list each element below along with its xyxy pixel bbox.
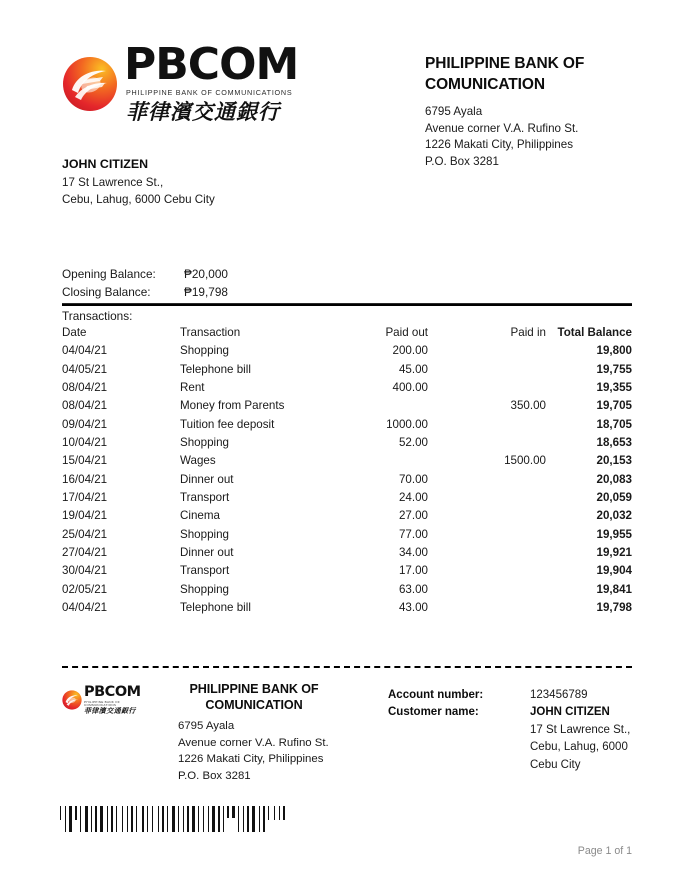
cell-date: 25/04/21: [62, 527, 108, 541]
cell-paid-in: [428, 379, 546, 397]
footer-customer-address-line: Cebu City: [530, 758, 581, 771]
cell-date: 30/04/21: [62, 564, 108, 578]
cell-balance: 19,355: [596, 381, 632, 395]
table-body: [62, 342, 632, 617]
closing-balance-row: [62, 284, 632, 302]
cell-paid-out: 77.00: [398, 527, 428, 541]
cell-paid-in: [428, 416, 546, 434]
cell-paid-out: 1000.00: [386, 417, 428, 431]
pbcom-wordmark: PBCOM: [124, 39, 299, 90]
footer-bank-address-line: P.O. Box 3281: [178, 770, 251, 783]
bank-address-line: 1226 Makati City, Philippines: [425, 138, 574, 152]
page-number: Page 1 of 1: [577, 845, 632, 857]
account-number-label: Account number:: [388, 689, 484, 701]
cell-paid-out: 43.00: [398, 601, 428, 615]
cell-transaction: Cinema: [180, 509, 220, 523]
table-row: [62, 416, 632, 434]
barcode: [60, 806, 288, 832]
footer-bank-address: [178, 718, 354, 786]
cell-paid-out: 34.00: [398, 546, 428, 560]
pbcom-tagline-footer: PHILIPPINE BANK OF COMMUNICATIONS: [84, 699, 120, 707]
table-row: [62, 581, 632, 599]
cell-date: 02/05/21: [62, 582, 108, 596]
cell-transaction: Tuition fee deposit: [180, 417, 275, 431]
bank-address-line: 6795 Ayala: [425, 104, 483, 118]
cell-paid-in: [428, 562, 546, 580]
pbcom-logo-icon-small: [62, 690, 82, 710]
table-row: [62, 507, 632, 525]
column-header-date: Date: [62, 326, 87, 339]
cell-date: 19/04/21: [62, 509, 108, 523]
cell-paid-in: [428, 489, 546, 507]
bank-logo-header: [62, 39, 342, 124]
cell-transaction: Dinner out: [180, 472, 234, 486]
footer-bank-address-line: Avenue corner V.A. Rufino St.: [178, 736, 329, 749]
customer-address-line: Cebu, Lahug, 6000 Cebu City: [62, 193, 215, 206]
cell-paid-out: [313, 452, 428, 470]
column-header-paid-in: Paid in: [510, 326, 546, 339]
cell-transaction: Money from Parents: [180, 399, 285, 413]
cell-paid-out: 27.00: [398, 509, 428, 523]
pbcom-chinese-name-footer: 菲律濱交通銀行: [84, 706, 136, 715]
cell-balance: 19,955: [596, 527, 632, 541]
footer-dashed-divider: [62, 666, 632, 668]
table-row: [62, 397, 632, 415]
cell-date: 10/04/21: [62, 436, 108, 450]
cell-transaction: Shopping: [180, 344, 229, 358]
cell-paid-out: 70.00: [398, 472, 428, 486]
bank-logo-footer: [62, 685, 148, 715]
cell-paid-in: 350.00: [510, 399, 546, 413]
cell-paid-in: [428, 544, 546, 562]
cell-paid-in: 1500.00: [504, 454, 546, 468]
pbcom-wordmark-footer: PBCOM: [84, 684, 141, 700]
account-details-block: [388, 687, 638, 774]
table-row: [62, 361, 632, 379]
customer-name-row: [388, 704, 638, 721]
cell-paid-in: [428, 599, 546, 617]
cell-date: 04/04/21: [62, 344, 108, 358]
cell-balance: 19,841: [596, 582, 632, 596]
cell-date: 04/05/21: [62, 362, 108, 376]
balance-summary: [62, 266, 632, 326]
closing-balance-value: ₱19,798: [184, 284, 228, 299]
pbcom-logo-icon: [62, 56, 118, 112]
cell-paid-out: 400.00: [392, 381, 428, 395]
table-row: [62, 544, 632, 562]
cell-paid-in: [428, 471, 546, 489]
table-row: [62, 562, 632, 580]
cell-date: 16/04/21: [62, 472, 108, 486]
cell-balance: 19,705: [596, 399, 632, 413]
transactions-table: [62, 324, 632, 618]
cell-paid-in: [428, 342, 546, 360]
cell-balance: 19,921: [596, 546, 632, 560]
cell-transaction: Shopping: [180, 582, 229, 596]
opening-balance-value: ₱20,000: [184, 267, 228, 281]
customer-address-block: [62, 155, 382, 208]
cell-date: 27/04/21: [62, 546, 108, 560]
cell-transaction: Transport: [180, 564, 230, 578]
table-row: [62, 452, 632, 470]
cell-balance: 19,800: [596, 344, 632, 358]
cell-transaction: Wages: [180, 454, 216, 468]
customer-name-value: JOHN CITIZEN: [530, 706, 610, 719]
cell-balance: 20,083: [596, 472, 632, 486]
opening-balance-label: Opening Balance:: [62, 267, 156, 281]
table-row: [62, 342, 632, 360]
customer-address-line: 17 St Lawrence St.,: [62, 175, 164, 189]
cell-paid-out: [313, 397, 428, 415]
cell-paid-out: 45.00: [398, 362, 428, 376]
cell-transaction: Dinner out: [180, 546, 234, 560]
table-row: [62, 379, 632, 397]
cell-paid-out: 200.00: [392, 344, 428, 358]
transactions-label: Transactions:: [62, 308, 133, 323]
footer-customer-address-line: Cebu, Lahug, 6000: [530, 741, 628, 754]
footer-bank-block: [154, 682, 354, 785]
column-header-paid-out: Paid out: [385, 326, 428, 339]
cell-paid-in: [428, 507, 546, 525]
bank-address-line: P.O. Box 3281: [425, 155, 499, 169]
balance-divider-thick: [62, 304, 632, 306]
cell-balance: 19,904: [596, 564, 632, 578]
account-number-value: 123456789: [530, 689, 588, 701]
cell-balance: 18,705: [596, 417, 632, 431]
cell-balance: 20,153: [596, 454, 632, 468]
cell-balance: 18,653: [596, 436, 632, 450]
cell-balance: 20,032: [596, 509, 632, 523]
bank-address-block: [425, 54, 635, 171]
bank-address-line: Avenue corner V.A. Rufino St.: [425, 121, 579, 135]
footer-bank-name: PHILIPPINE BANK OF COMUNICATION: [189, 682, 319, 712]
column-header-transaction: Transaction: [180, 326, 241, 339]
account-number-row: [388, 687, 638, 704]
bank-name: PHILIPPINE BANK OF COMUNICATION: [425, 55, 585, 93]
cell-paid-out: 17.00: [398, 564, 428, 578]
cell-balance: 19,755: [596, 362, 632, 376]
cell-date: 17/04/21: [62, 491, 108, 505]
cell-transaction: Telephone bill: [180, 362, 251, 376]
pbcom-tagline: PHILIPPINE BANK OF COMMUNICATIONS: [126, 87, 293, 97]
pbcom-chinese-name: 菲律濱交通銀行: [126, 100, 280, 124]
cell-paid-out: 24.00: [398, 491, 428, 505]
cell-date: 09/04/21: [62, 417, 108, 431]
cell-transaction: Transport: [180, 491, 230, 505]
footer-customer-address-line: 17 St Lawrence St.,: [530, 723, 631, 736]
cell-date: 08/04/21: [62, 399, 108, 413]
table-row: [62, 599, 632, 617]
cell-transaction: Telephone bill: [180, 601, 251, 615]
cell-paid-in: [428, 361, 546, 379]
cell-paid-in: [428, 434, 546, 452]
cell-transaction: Shopping: [180, 436, 229, 450]
cell-paid-in: [428, 526, 546, 544]
cell-transaction: Shopping: [180, 527, 229, 541]
table-row: [62, 471, 632, 489]
footer-bank-address-line: 6795 Ayala: [178, 719, 235, 732]
cell-balance: 19,798: [596, 601, 632, 615]
cell-balance: 20,059: [596, 491, 632, 505]
opening-balance-row: [62, 266, 632, 284]
customer-name: JOHN CITIZEN: [62, 157, 149, 171]
closing-balance-label: Closing Balance:: [62, 284, 151, 299]
cell-transaction: Rent: [180, 381, 205, 395]
column-header-balance: Total Balance: [557, 326, 632, 339]
cell-paid-in: [428, 581, 546, 599]
table-header-row: [62, 324, 632, 342]
bank-address: [425, 104, 635, 171]
cell-date: 08/04/21: [62, 381, 108, 395]
footer-bank-address-line: 1226 Makati City, Philippines: [178, 753, 324, 766]
table-row: [62, 489, 632, 507]
cell-date: 15/04/21: [62, 454, 108, 468]
cell-paid-out: 63.00: [398, 582, 428, 596]
cell-paid-out: 52.00: [398, 436, 428, 450]
table-row: [62, 434, 632, 452]
customer-name-label: Customer name:: [388, 706, 479, 719]
table-row: [62, 526, 632, 544]
cell-date: 04/04/21: [62, 601, 108, 615]
